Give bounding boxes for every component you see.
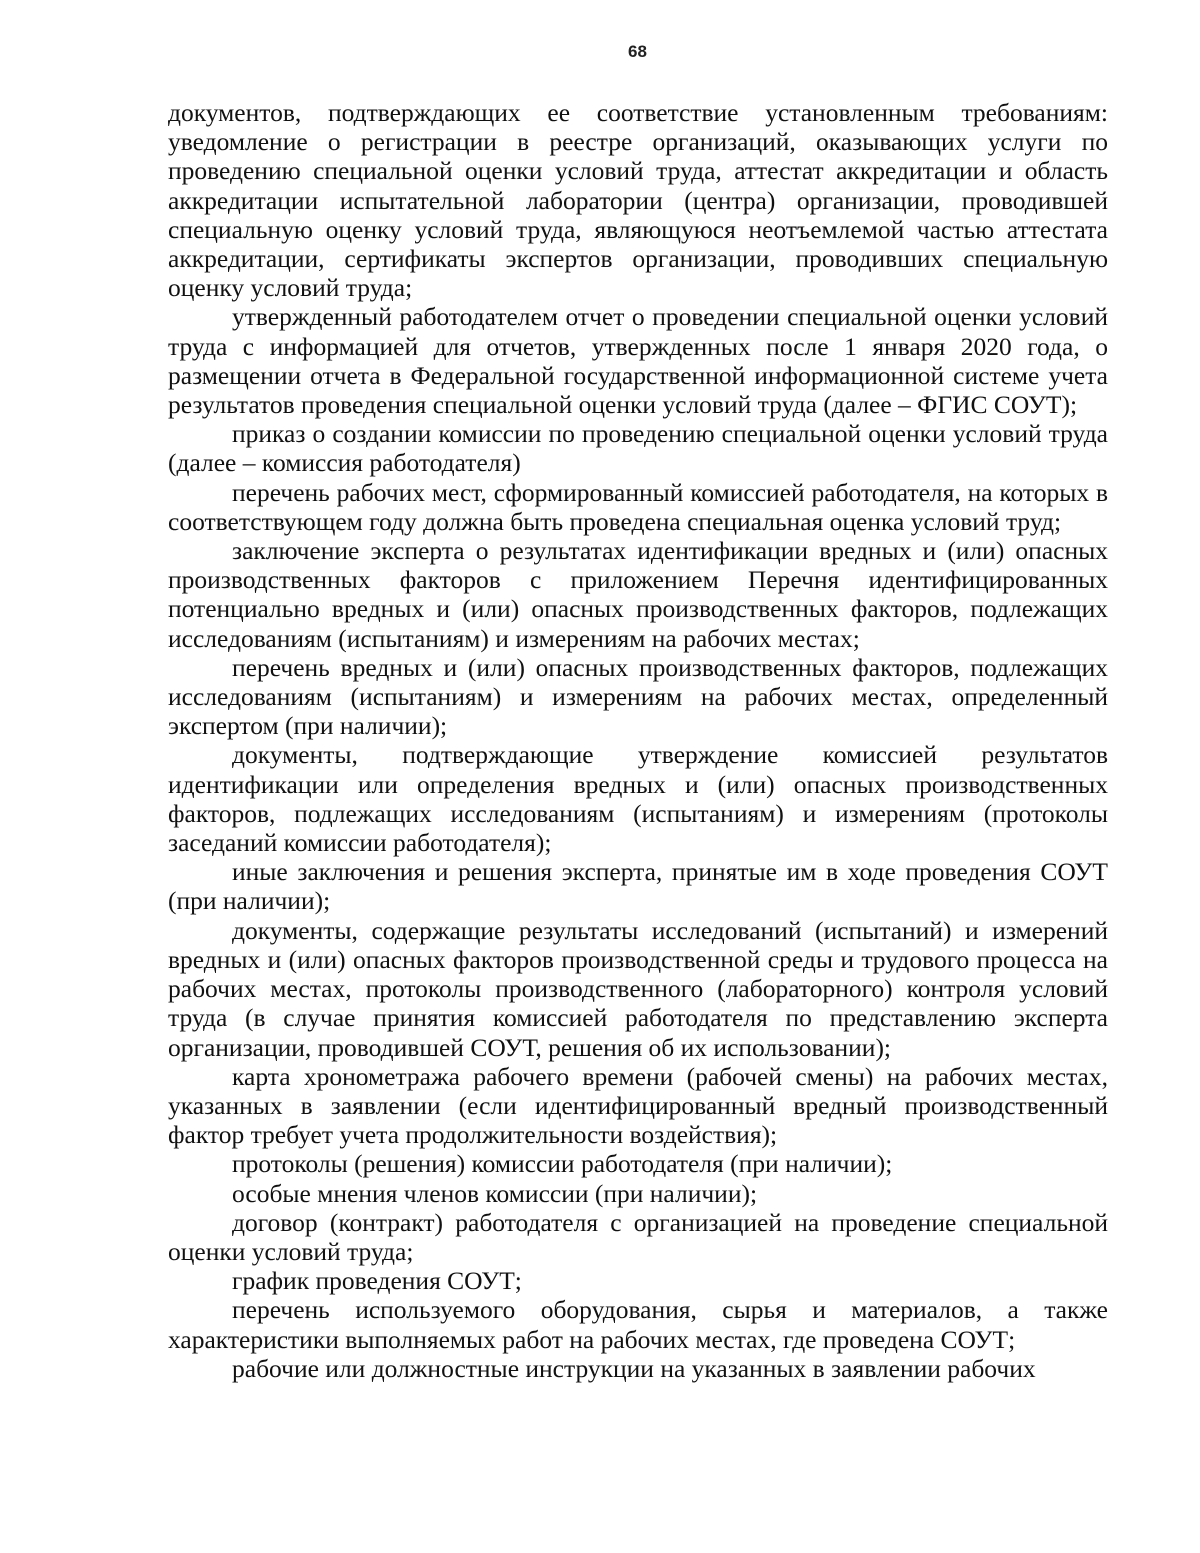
paragraph: перечень используемого оборудования, сырья и материалов, а также характеристики выполняемых работ на рабочих местах, где проведена СОУТ;	[168, 1295, 1108, 1354]
paragraph: документов, подтверждающих ее соответствие установленным требованиям: уведомление о регистрации в реестре организаций, оказывающих услуги по проведению специальной оценки условий труда, аттестат аккредитации и область аккредитации испытательной лаборатории (центра) организации, проводившей специальную оценку условий труда, являющуюся неотъемлемой частью аттестата аккредитации, сертификаты экспертов организации, проводивших специальную оценку условий труда;	[168, 98, 1108, 303]
paragraph: карта хронометража рабочего времени (рабочей смены) на рабочих местах, указанных в заявлении (если идентифицированный вредный производственный фактор требует учета продолжительности воздействия);	[168, 1061, 1108, 1150]
paragraph: протоколы (решения) комиссии работодателя (при наличии);	[232, 1149, 893, 1179]
paragraph: особые мнения членов комиссии (при наличии);	[232, 1178, 758, 1208]
paragraph: договор (контракт) работодателя с организацией на проведение специальной оценки условий труда;	[168, 1207, 1108, 1266]
paragraph: документы, подтверждающие утверждение комиссией результатов идентификации или определения вредных и (или) опасных производственных факторов, подлежащих исследованиям (испытаниям) и измерениям (протоколы заседаний комиссии работодателя);	[168, 740, 1108, 858]
paragraph: иные заключения и решения эксперта, принятые им в ходе проведения СОУТ (при наличии);	[168, 857, 1108, 916]
paragraph: заключение эксперта о результатах идентификации вредных и (или) опасных производственных факторов с приложением Перечня идентифицированных потенциально вредных и (или) опасных производственных факторов, подлежащих исследованиям (испытаниям) и измерениям на рабочих местах;	[168, 536, 1108, 653]
paragraph: утвержденный работодателем отчет о проведении специальной оценки условий труда с информацией для отчетов, утвержденных после 1 января 2020 года, о размещении отчета в Федеральной государственной информационной системе учета результатов проведения специальной оценки условий труда (далее – ФГИС СОУТ);	[168, 302, 1108, 420]
paragraph: перечень рабочих мест, сформированный комиссией работодателя, на которых в соответствующем году должна быть проведена специальная оценка условий труд;	[168, 477, 1108, 536]
paragraph: график проведения СОУТ;	[232, 1266, 522, 1296]
document-body	[168, 98, 1108, 1383]
paragraph: документы, содержащие результаты исследований (испытаний) и измерений вредных и (или) опасных факторов производственной среды и трудового процесса на рабочих местах, протоколы производственного (лабораторного) контроля условий труда (в случае принятия комиссией работодателя по представлению эксперта организации, проводившей СОУТ, решения об их использовании);	[168, 915, 1108, 1062]
page-number: 68	[628, 42, 647, 61]
paragraph: рабочие или должностные инструкции на указанных в заявлении рабочих	[232, 1353, 1036, 1383]
paragraph: приказ о создании комиссии по проведению специальной оценки условий труда (далее – комиссия работодателя)	[168, 419, 1108, 478]
paragraph: перечень вредных и (или) опасных производственных факторов, подлежащих исследованиям (испытаниям) и измерениям на рабочих местах, определенный экспертом (при наличии);	[168, 652, 1108, 741]
